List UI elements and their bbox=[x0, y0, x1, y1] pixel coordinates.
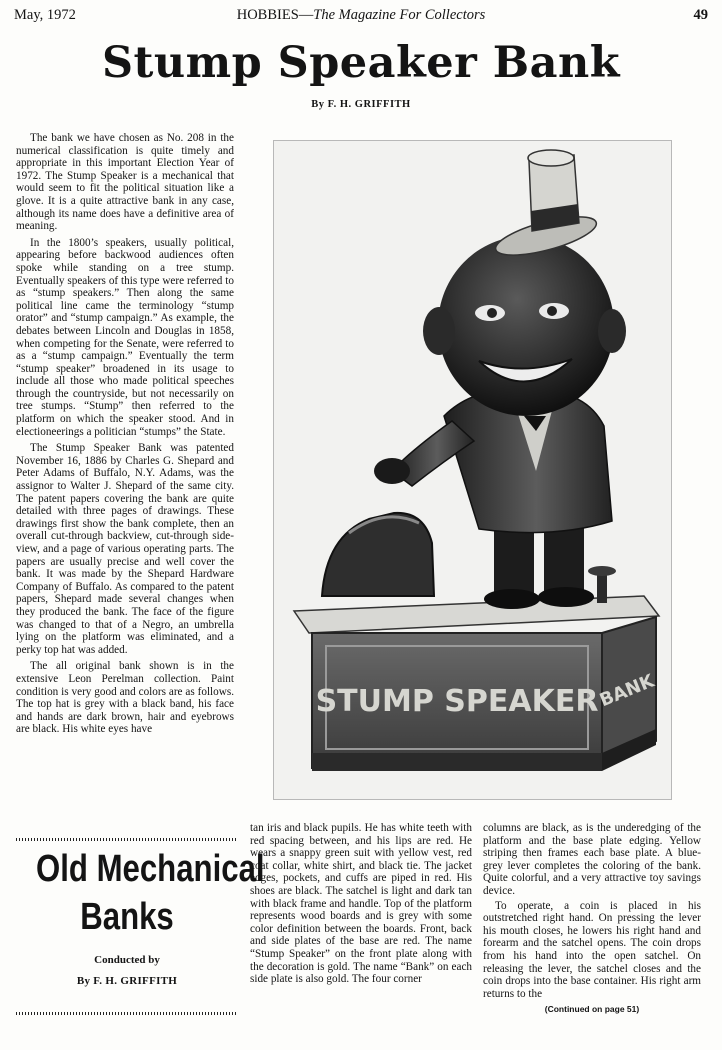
front-plate-lettering: STUMP SPEAKER bbox=[315, 684, 599, 719]
continued-note: (Continued on page 51) bbox=[544, 1004, 640, 1015]
bank-photograph bbox=[273, 140, 672, 800]
paragraph: To operate, a coin is placed in his outstretched right hand. On pressing the lever his mouth closes, he lowers his right hand and forearm and the satchel opens. The coin drops from his hand into the open satchel. On releasing the lever, the satchel closes and the coin drops into the base container. His right arm returns to the bbox=[483, 899, 701, 1000]
running-header bbox=[14, 7, 708, 27]
article-byline: By F. H. GRIFFITH bbox=[311, 99, 411, 110]
conducted-by-label: Conducted by bbox=[94, 954, 160, 966]
page-number: 49 bbox=[693, 7, 708, 23]
magazine-tagline: The Magazine For Collectors bbox=[313, 7, 486, 23]
magazine-name bbox=[14, 7, 708, 24]
department-author: By F. H. GRIFFITH bbox=[76, 975, 178, 987]
dotted-rule-bottom bbox=[16, 1012, 238, 1015]
text-column-1 bbox=[16, 132, 234, 740]
department-title-line2: Banks bbox=[80, 896, 174, 938]
department-heading bbox=[16, 848, 265, 987]
department-title-line1: Old Mechanical bbox=[35, 848, 265, 890]
dotted-rule-top bbox=[16, 838, 238, 841]
text-column-3 bbox=[483, 822, 701, 1016]
paragraph: tan iris and black pupils. He has white teeth with red spacing between, and his lips are red. He wears a snappy green suit with yellow vest, red coat collar, white shirt, and black tie. The jacket edges, pockets, and cuffs are piped in red. His shoes are black. The satchel is light and dark tan with black frame and handle. Top of the platform represents wood boards and is grey with some color definition between the boards. Front, back and side plates of the base are red. The name “Stump Speaker” on the front plate along with the decoration is gold. The name “Bank” on each side plate is also gold. The four corner bbox=[250, 822, 472, 986]
text-column-2 bbox=[250, 822, 472, 988]
side-plate-lettering: BANK bbox=[596, 670, 658, 712]
paragraph: In the 1800’s speakers, usually political, appearing before backwood audiences often spoke while standing on a tree stump. Eventually speakers of this type were referred to as “stump speakers.” Then along the same political line came the terminology “stump orator” and “stump campaign.” As example, the debates between Lincoln and Douglas in 1858, when competing for the Senate, were referred to as a “stump campaign.” Eventually the term “stump speaker” broadened in its usage to include all those who made political speeches through the countryside, but not necessarily on tree stumps. “Stump” then referred to the platform on which the speaker stood. And in electioneerings a politician “stumps” the State. bbox=[16, 236, 234, 438]
magazine-name-main: HOBBIES— bbox=[236, 7, 314, 23]
issue-date: May, 1972 bbox=[14, 7, 76, 23]
paragraph: The Stump Speaker Bank was patented November 16, 1886 by Charles G. Shepard and Peter Adams of Buffalo, N.Y. Adams, was the assignor to Walter J. Shepard of the same city. The patent papers covering the bank are quite detailed with three pages of drawings. These drawings first show the bank complete, then an overall cut-through backview, cut-through side-view, and a page of various operating parts. The papers are usually precise and well cover the bank. It was made by the Shepard Hardware Company of Buffalo. As compared to the patent papers, Shepard made several changes when they produced the bank. The face of the figure was changed to that of a Negro, an umbrella lying on the platform was eliminated, and a perky top hat was added. bbox=[16, 442, 234, 656]
paragraph: The all original bank shown is in the extensive Leon Perelman collection. Paint condition is very good and colors are as follows. The top hat is grey with a black band, his face and hands are dark brown, hair and eyebrows are black. His white eyes have bbox=[16, 660, 234, 736]
stump-speaker-bank-illustration bbox=[274, 141, 671, 799]
article-title: Stump Speaker Bank bbox=[101, 38, 621, 88]
paragraph: columns are black, as is the underedging of the platform and the base plate edging. Yellow striping then frames each base plate. A blue-grey lever completes the coloring of the bank. Quite colorful, and a very attractive toy savings device. bbox=[483, 822, 701, 897]
paragraph: The bank we have chosen as No. 208 in the numerical classification is quite timely and appropriate in this important Election Year of 1972. The Stump Speaker is a mechanical that would seem to fit the political situation like a glove. It is a quite attractive bank in any case, although its name does have a definitive area of meaning. bbox=[16, 132, 234, 233]
